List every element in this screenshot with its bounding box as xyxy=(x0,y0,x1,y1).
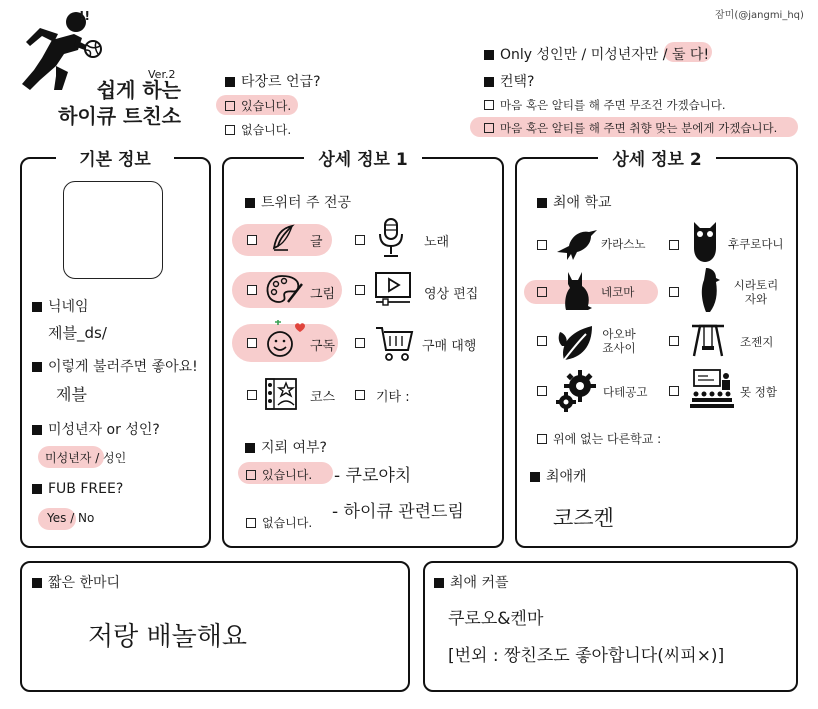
mention-no-option[interactable]: 없습니다. xyxy=(225,121,291,138)
checkbox[interactable] xyxy=(669,386,679,396)
classroom-icon xyxy=(688,368,736,414)
smiley-heart-icon xyxy=(264,316,306,366)
checkbox[interactable] xyxy=(537,240,547,250)
comment-label: 짧은 한마디 xyxy=(32,572,120,592)
callname-label: 이렇게 불러주면 좋아요! xyxy=(32,356,198,376)
bullet-square xyxy=(32,425,42,435)
checkbox[interactable] xyxy=(537,386,547,396)
checkbox[interactable] xyxy=(246,518,256,528)
nickname-label: 닉네임 xyxy=(32,296,89,316)
bullet-square xyxy=(537,198,547,208)
checkbox[interactable] xyxy=(355,285,365,295)
other-school-option[interactable]: 위에 없는 다른학교 : xyxy=(537,430,661,447)
version-label: Ver.2 xyxy=(148,68,176,81)
checkbox[interactable] xyxy=(247,338,257,348)
mention-question: 타장르 언급? xyxy=(225,71,321,91)
checkbox[interactable] xyxy=(246,470,256,480)
bullet-square xyxy=(484,77,494,87)
microphone-icon xyxy=(374,216,408,264)
bullet-square xyxy=(32,578,42,588)
owl-icon xyxy=(688,218,722,268)
age-label: 미성년자 or 성인? xyxy=(32,419,160,439)
checkbox[interactable] xyxy=(247,235,257,245)
nickname-value: 제블_ds/ xyxy=(48,324,107,342)
fav-char-value: 코즈켄 xyxy=(553,506,614,530)
title-line-2: 하이큐 트친소 xyxy=(58,104,181,128)
mention-yes-option[interactable]: 있습니다. xyxy=(225,97,291,114)
callname-value: 제블 xyxy=(56,385,87,404)
cat-icon xyxy=(558,268,594,316)
school-aobajohsai xyxy=(596,327,642,355)
bullet-square xyxy=(530,472,540,482)
cosplay-icon xyxy=(264,375,302,417)
school-datekou: 다테공고 xyxy=(603,385,648,399)
school-aobajohsai-line2: 죠사이 xyxy=(602,341,636,355)
bullet-square xyxy=(32,302,42,312)
contact-option-1[interactable]: 마음 혹은 알티를 해 주면 무조건 가겠습니다. xyxy=(484,97,726,113)
eagle-icon xyxy=(696,266,722,318)
age-selected[interactable]: 미성년자 xyxy=(45,451,92,465)
major-drawing: 그림 xyxy=(310,287,336,302)
comment-value: 저랑 배놀해요 xyxy=(88,622,247,652)
checkbox[interactable] xyxy=(225,125,235,135)
school-shiratorizawa-line2: 자와 xyxy=(744,292,768,306)
school-karasuno: 카라스노 xyxy=(601,237,646,251)
checkbox[interactable] xyxy=(537,287,547,297)
bullet-square xyxy=(434,578,444,588)
bullet-square xyxy=(245,198,255,208)
school-label: 최애 학교 xyxy=(537,192,612,212)
major-label: 트위터 주 전공 xyxy=(245,192,351,212)
school-nekoma: 네코마 xyxy=(601,285,635,299)
couple-extra: [번외 : 짱친조도 좋아합니다(씨피×)] xyxy=(448,646,725,666)
checkbox[interactable] xyxy=(225,101,235,111)
detail-info-1-title: 상세 정보 1 xyxy=(304,145,422,170)
checkbox[interactable] xyxy=(355,235,365,245)
school-johzenji: 조젠지 xyxy=(740,335,774,349)
school-shiratorizawa-line1: 시라토리 xyxy=(733,278,779,292)
major-other: 기타 : xyxy=(376,390,410,405)
fub-selected[interactable]: Yes xyxy=(47,511,67,525)
bullet-square xyxy=(245,443,255,453)
school-aobajohsai-line1: 아오바 xyxy=(602,327,636,341)
swing-icon xyxy=(688,322,728,362)
fub-other[interactable]: / No xyxy=(70,511,95,525)
detail-info-2-title: 상세 정보 2 xyxy=(598,145,716,170)
checkbox[interactable] xyxy=(669,336,679,346)
contact-option-2[interactable]: 마음 혹은 알티를 해 주면 취향 맞는 분에게 가겠습니다. xyxy=(484,120,777,136)
title-line-1: 쉽게 하는 xyxy=(96,78,181,102)
author-credit: 잠미(@jangmi_hq) xyxy=(715,10,804,21)
major-purchase-agent: 구매 대행 xyxy=(422,339,477,354)
gears-icon xyxy=(554,370,600,416)
spoiler-no-option[interactable]: 없습니다. xyxy=(246,514,312,531)
shopping-cart-icon xyxy=(374,322,414,368)
quill-icon xyxy=(266,222,300,260)
spoiler-label: 지뢰 여부? xyxy=(245,437,327,457)
crow-icon xyxy=(555,222,599,266)
basic-info-title: 기본 정보 xyxy=(56,145,174,170)
video-editing-icon xyxy=(374,270,412,312)
fub-label: FUB FREE? xyxy=(32,481,123,497)
major-video-editing: 영상 편집 xyxy=(424,287,479,302)
couple-value: 쿠로오&켄마 xyxy=(448,609,544,629)
school-fukurodani: 후쿠로다니 xyxy=(728,237,784,251)
contact-question: 컨택? xyxy=(484,71,534,91)
bullet-square xyxy=(32,362,42,372)
palette-icon xyxy=(264,272,304,312)
fav-char-label: 최애캐 xyxy=(530,466,587,486)
major-writing: 글 xyxy=(310,235,323,250)
profile-photo-frame xyxy=(63,181,163,279)
checkbox[interactable] xyxy=(484,100,494,110)
school-shiratorizawa xyxy=(730,278,782,306)
checkbox[interactable] xyxy=(669,240,679,250)
bullet-square xyxy=(225,77,235,87)
checkbox[interactable] xyxy=(537,434,547,444)
fub-value xyxy=(47,511,94,525)
checkbox[interactable] xyxy=(537,336,547,346)
checkbox[interactable] xyxy=(669,287,679,297)
age-other[interactable]: / 성인 xyxy=(95,451,127,465)
exclaim-marks: !! xyxy=(79,9,90,23)
bullet-square xyxy=(484,50,494,60)
major-cosplay: 코스 xyxy=(310,390,336,405)
page-title xyxy=(36,77,181,129)
spoiler-yes-option[interactable]: 있습니다. xyxy=(246,466,312,483)
checkbox[interactable] xyxy=(355,390,365,400)
couple-label: 최애 커플 xyxy=(434,572,509,592)
spoiler-yes-value: - 쿠로야치 xyxy=(334,466,412,486)
age-value xyxy=(45,449,126,466)
spoiler-no-value: - 하이큐 관련드림 xyxy=(332,502,464,522)
audience-line: Only 성인만 / 미성년자만 / 둘 다! xyxy=(484,44,709,64)
checkbox[interactable] xyxy=(355,338,365,348)
major-subscription: 구독 xyxy=(310,339,336,354)
checkbox[interactable] xyxy=(484,123,494,133)
leaf-icon xyxy=(556,320,596,368)
checkbox[interactable] xyxy=(247,390,257,400)
checkbox[interactable] xyxy=(247,285,257,295)
school-undecided: 못 정함 xyxy=(740,385,777,399)
major-singing: 노래 xyxy=(424,235,450,250)
audience-selected[interactable]: 둘 다! xyxy=(671,47,710,63)
bullet-square xyxy=(32,484,42,494)
